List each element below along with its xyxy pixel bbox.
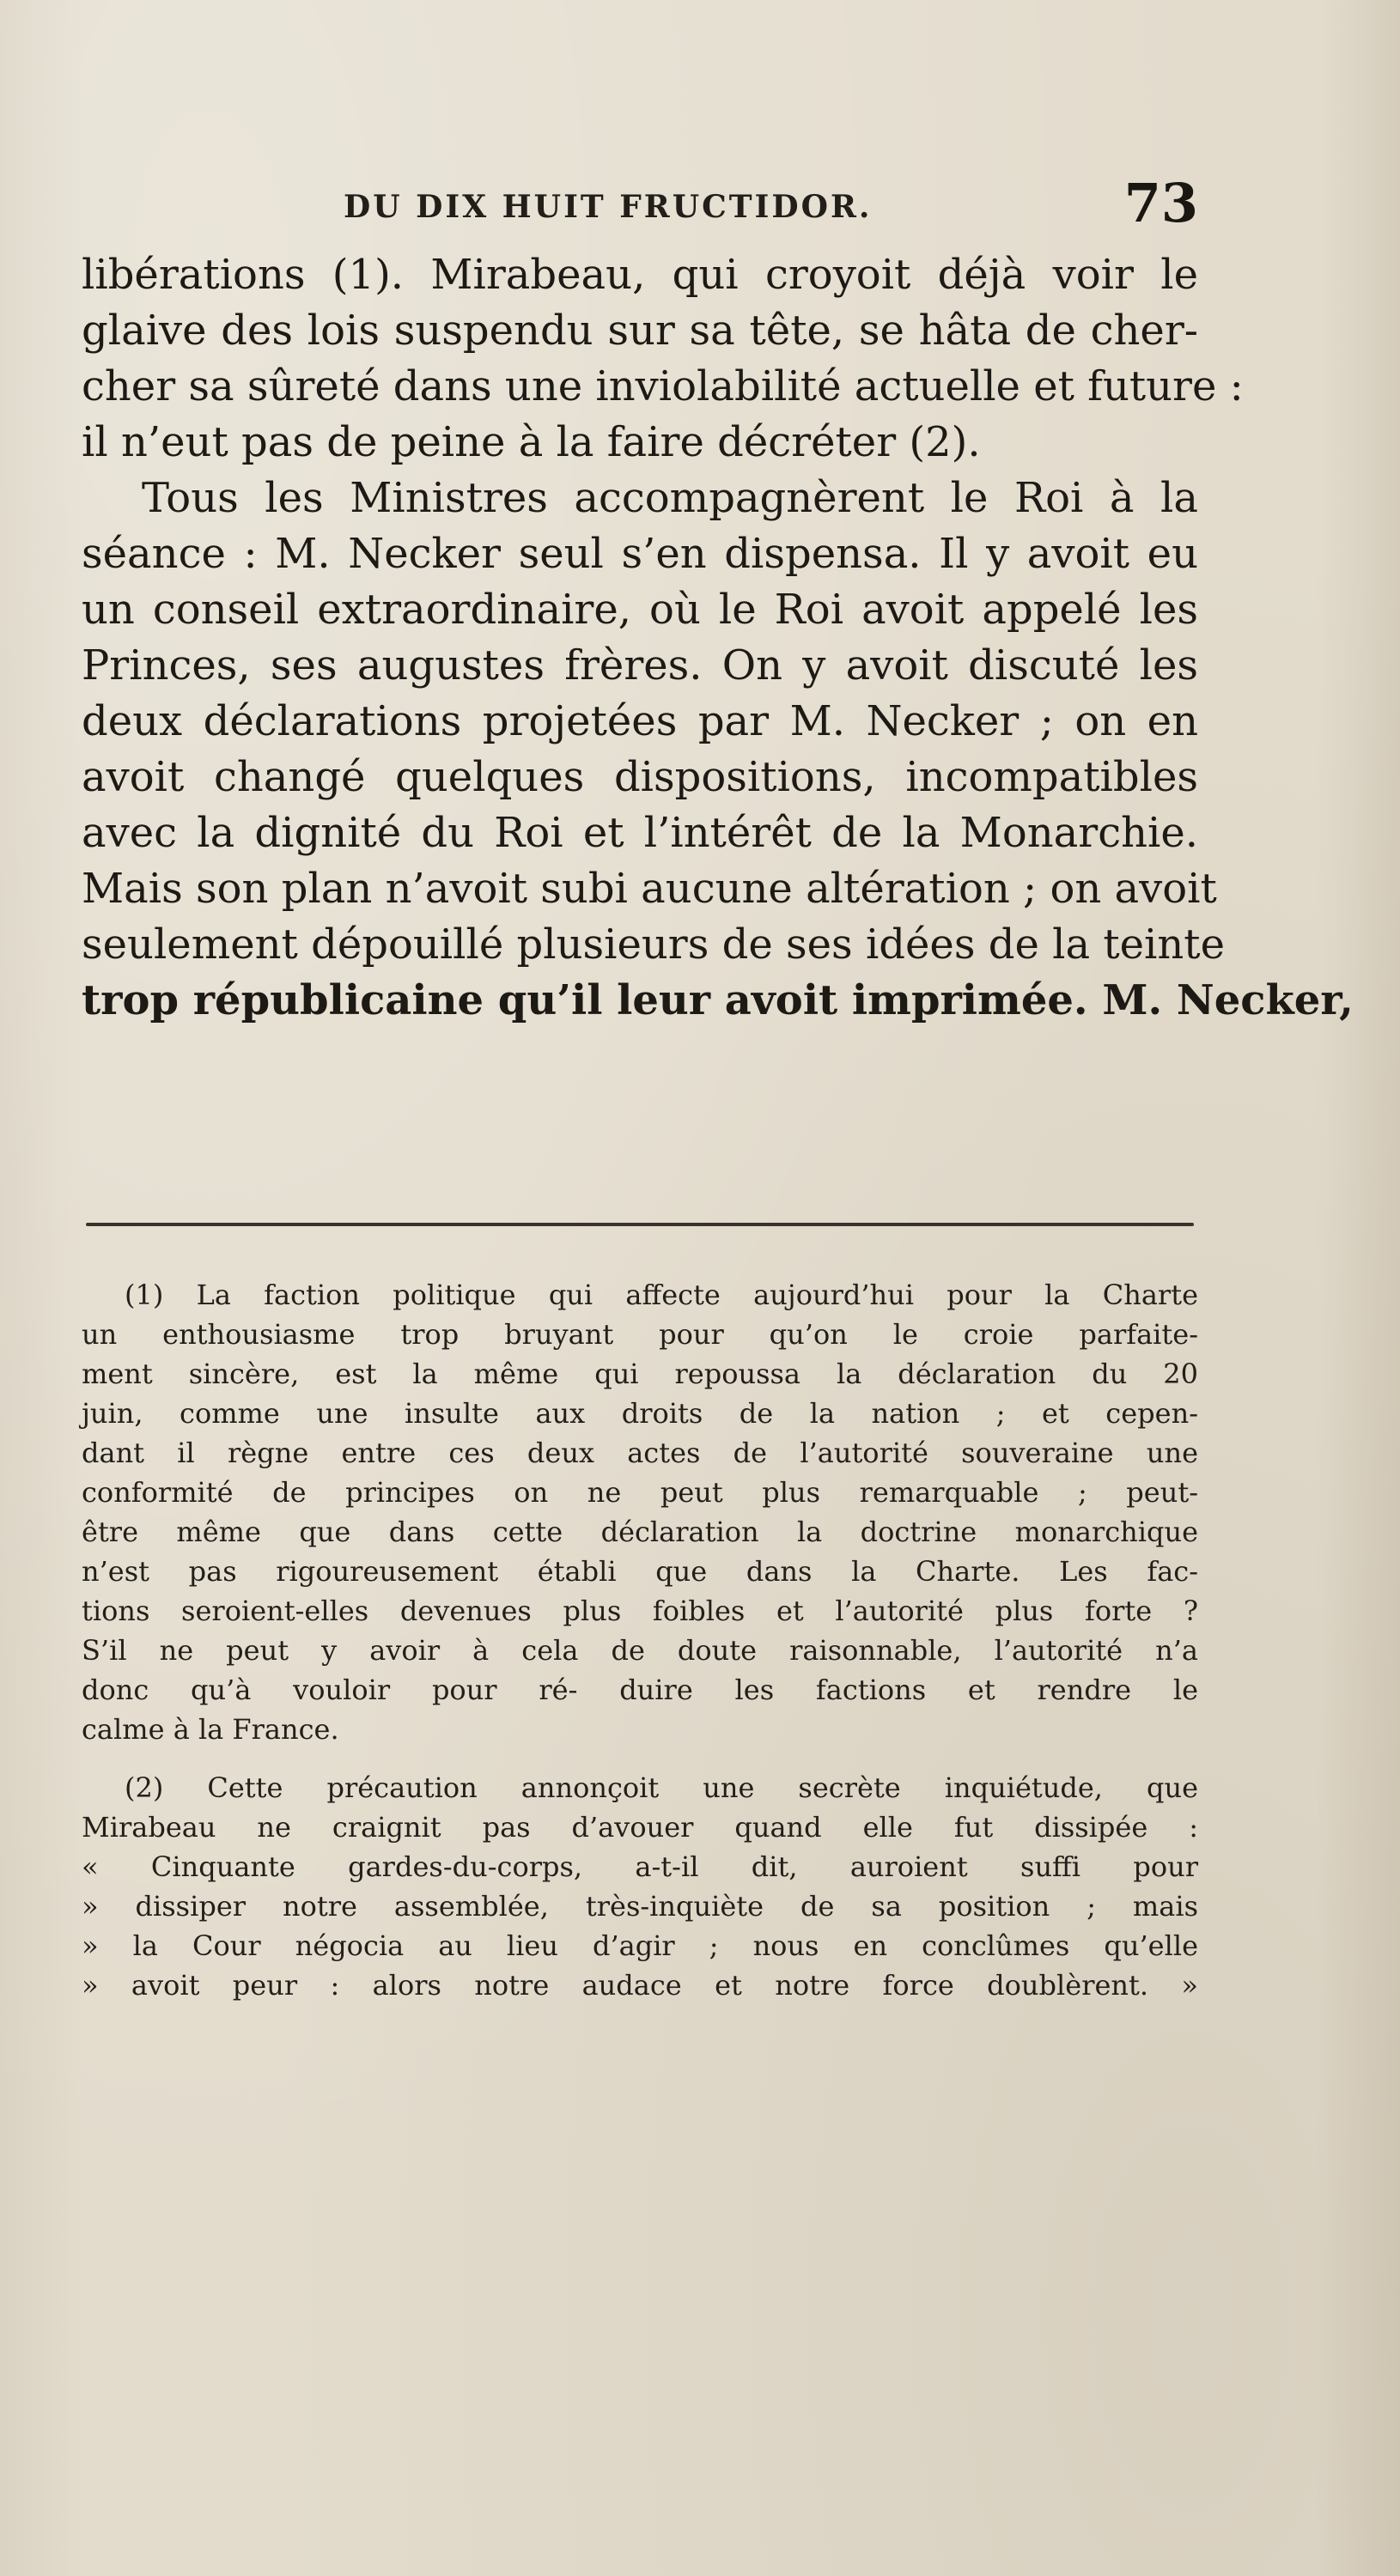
- footnote-1: [82, 1275, 1198, 1749]
- footnote-line: conformité de principes on ne peut plus remarquable ; peut-: [82, 1476, 1198, 1509]
- footnote-line: S’il ne peut y avoir à cela de doute raisonnable, l’autorité n’a: [82, 1634, 1198, 1667]
- text-line: glaive des lois suspendu sur sa tête, se hâta de cher-: [82, 307, 1198, 355]
- footnote-line: un enthousiasme trop bruyant pour qu’on le croie parfaite-: [82, 1318, 1198, 1351]
- text-line: seulement dépouillé plusieurs de ses idées de la teinte: [82, 920, 1225, 969]
- text-line: libérations (1). Mirabeau, qui croyoit déjà voir le: [82, 251, 1198, 299]
- text-line: un conseil extraordinaire, où le Roi avoit appelé les: [82, 586, 1198, 634]
- footnote-line: (2) Cette précaution annonçoit une secrète inquiétude, que: [125, 1771, 1198, 1804]
- footnote-divider: [86, 1223, 1194, 1226]
- footnote-line: (1) La faction politique qui affecte aujourd’hui pour la Charte: [125, 1279, 1198, 1311]
- footnote-line: calme à la France.: [82, 1713, 339, 1746]
- footnote-line: n’est pas rigoureusement établi que dans la Charte. Les fac-: [82, 1555, 1198, 1588]
- text-line: séance : M. Necker seul s’en dispensa. Il y avoit eu: [82, 530, 1198, 578]
- footnote-spacer: [82, 1749, 1198, 1768]
- page-number: 73: [1123, 172, 1198, 234]
- text-line: avec la dignité du Roi et l’intérêt de la Monarchie.: [82, 809, 1198, 857]
- footnote-line: dant il règne entre ces deux actes de l’autorité souveraine une: [82, 1437, 1198, 1469]
- footnote-line: « Cinquante gardes-du-corps, a-t-il dit, auroient suffi pour: [82, 1850, 1198, 1883]
- footnote-line: juin, comme une insulte aux droits de la nation ; et cepen-: [82, 1397, 1198, 1430]
- footnote-line: tions seroient-elles devenues plus foibles et l’autorité plus forte ?: [82, 1595, 1198, 1627]
- footnote-line: Mirabeau ne craignit pas d’avouer quand elle fut dissipée :: [82, 1811, 1198, 1844]
- text-line: deux déclarations projetées par M. Necker ; on en: [82, 697, 1198, 745]
- text-line: trop républicaine qu’il leur avoit imprimée. M. Necker,: [82, 976, 1354, 1024]
- text-line: avoit changé quelques dispositions, incompatibles: [82, 753, 1198, 801]
- footnote-line: ment sincère, est la même qui repoussa la déclaration du 20: [82, 1358, 1198, 1390]
- text-line: Mais son plan n’avoit subi aucune altération ; on avoit: [82, 865, 1217, 913]
- page-header: [82, 172, 1215, 249]
- footnote-line: donc qu’à vouloir pour ré- duire les factions et rendre le: [82, 1674, 1198, 1706]
- footnote-2: [82, 1768, 1198, 2005]
- footnote-line: » la Cour négocia au lieu d’agir ; nous en conclûmes qu’elle: [82, 1929, 1198, 1962]
- footnote-line: » dissiper notre assemblée, très-inquiète de sa position ; mais: [82, 1890, 1198, 1923]
- text-line: Tous les Ministres accompagnèrent le Roi à la: [142, 474, 1198, 522]
- main-text: [82, 247, 1354, 1029]
- text-line: cher sa sûreté dans une inviolabilité actuelle et future :: [82, 362, 1244, 410]
- text-line: Princes, ses augustes frères. On y avoit discuté les: [82, 641, 1198, 690]
- running-title: DU DIX HUIT FRUCTIDOR.: [344, 189, 873, 225]
- footnotes: [82, 1275, 1198, 2005]
- footnote-line: être même que dans cette déclaration la doctrine monarchique: [82, 1516, 1198, 1548]
- footnote-line: » avoit peur : alors notre audace et notre force doublèrent. »: [82, 1969, 1198, 2002]
- text-line: il n’eut pas de peine à la faire décréter (2).: [82, 418, 981, 466]
